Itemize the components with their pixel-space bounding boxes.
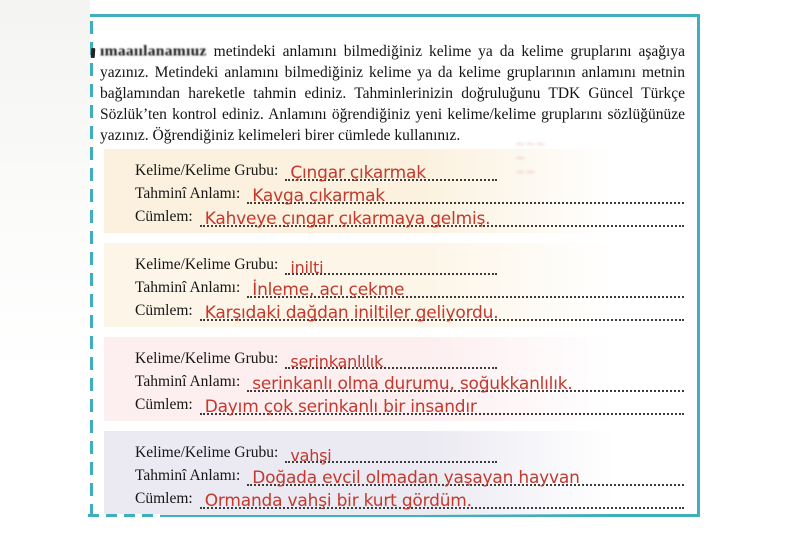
word-group-row	[135, 137, 684, 183]
sentence-label: Cümlem:	[135, 302, 193, 319]
meaning-line	[247, 461, 684, 486]
handwritten-sentence: Dayım çok serinkanlı bir insandır	[204, 397, 477, 417]
word-group-label: Kelime/Kelime Grubu:	[135, 350, 279, 367]
erased-smudge: ~~~ ~ ~~	[515, 137, 546, 179]
sentence-line	[200, 296, 684, 321]
meaning-line	[247, 179, 684, 204]
word-group-row	[135, 346, 684, 369]
instructions-text: metindeki anlamını bilmediğiniz kelime ya da kelime gruplarını aşağıya yazınız. Metindeki anlamını bilmediğiniz kelime ya da kelime gruplarının anlamını metnin bağlamından hareketle tahmin ediniz. Tahminlerinizin doğruluğunu TDK Güncel Türkçe Sözlük’ten kontrol ediniz. Anlamını öğrendiğiniz yeni kelime/kelime gruplarını sözlüğünüze yazınız. Öğrendiğiniz kelimeleri birer cümlede kullanınız.	[100, 43, 685, 144]
meaning-row	[135, 369, 684, 392]
word-group-row	[135, 252, 684, 275]
handwritten-sentence: Ormanda vahşi bir kurt gördüm.	[204, 491, 472, 511]
handwritten-sentence: Karşıdaki dağdan iniltiler geliyordu.	[204, 303, 499, 323]
meaning-label: Tahminî Anlamı:	[135, 467, 241, 484]
sentence-row	[135, 486, 684, 509]
scan-shading	[0, 0, 90, 537]
entry-block-2	[104, 243, 684, 327]
meaning-row	[135, 275, 684, 298]
sentence-label: Cümlem:	[135, 396, 193, 413]
meaning-label: Tahminî Anlamı:	[135, 279, 241, 296]
meaning-label: Tahminî Anlamı:	[135, 373, 241, 390]
sentence-label: Cümlem:	[135, 490, 193, 507]
handwritten-sentence: Kahveye çıngar çıkarmaya gelmiş.	[204, 209, 491, 229]
handwritten-meaning: Doğada evcil olmadan yaşayan hayvan	[252, 468, 580, 488]
meaning-label: Tahminî Anlamı:	[135, 185, 241, 202]
sentence-label: Cümlem:	[135, 208, 193, 225]
entry-block-4	[104, 431, 684, 515]
sentence-line	[200, 390, 684, 415]
word-group-label: Kelime/Kelime Grubu:	[135, 444, 279, 461]
word-group-line	[285, 250, 497, 275]
meaning-line	[247, 273, 684, 298]
sentence-line	[200, 202, 684, 227]
handwritten-word-group: vahşi	[290, 446, 332, 465]
meaning-row	[135, 181, 684, 204]
sentence-row	[135, 298, 684, 321]
frame-bottom-dashed-border	[88, 514, 160, 517]
word-group-line	[285, 438, 497, 463]
word-group-row	[135, 440, 684, 463]
meaning-row	[135, 463, 684, 486]
word-group-line	[285, 344, 497, 369]
list-marker	[91, 48, 96, 58]
sentence-row	[135, 392, 684, 415]
sentence-row	[135, 204, 684, 227]
entry-block-1	[104, 137, 684, 233]
handwritten-meaning: İnleme, acı çekme	[252, 280, 405, 300]
word-group-label: Kelime/Kelime Grubu:	[135, 256, 279, 273]
answer-sections	[90, 137, 697, 515]
meaning-line	[247, 367, 684, 392]
word-group-line	[285, 137, 546, 183]
handwritten-meaning: serinkanlı olma durumu, soğukkanlılık.	[252, 374, 573, 394]
handwritten-meaning: Kavga çıkarmak	[252, 186, 385, 206]
handwritten-word-group: inilti	[290, 258, 324, 277]
handwritten-word-group: Çıngar çıkarmak	[290, 163, 426, 183]
instructions-paragraph	[100, 41, 685, 146]
frame-left-dashed-border	[90, 21, 93, 517]
blurred-word: ımaaıılanamıuz	[100, 43, 207, 60]
entry-block-3	[104, 337, 684, 421]
sentence-line	[200, 484, 684, 509]
worksheet-frame	[90, 14, 700, 517]
handwritten-word-group: serinkanlılık	[290, 352, 384, 371]
word-group-label: Kelime/Kelime Grubu:	[135, 162, 279, 179]
